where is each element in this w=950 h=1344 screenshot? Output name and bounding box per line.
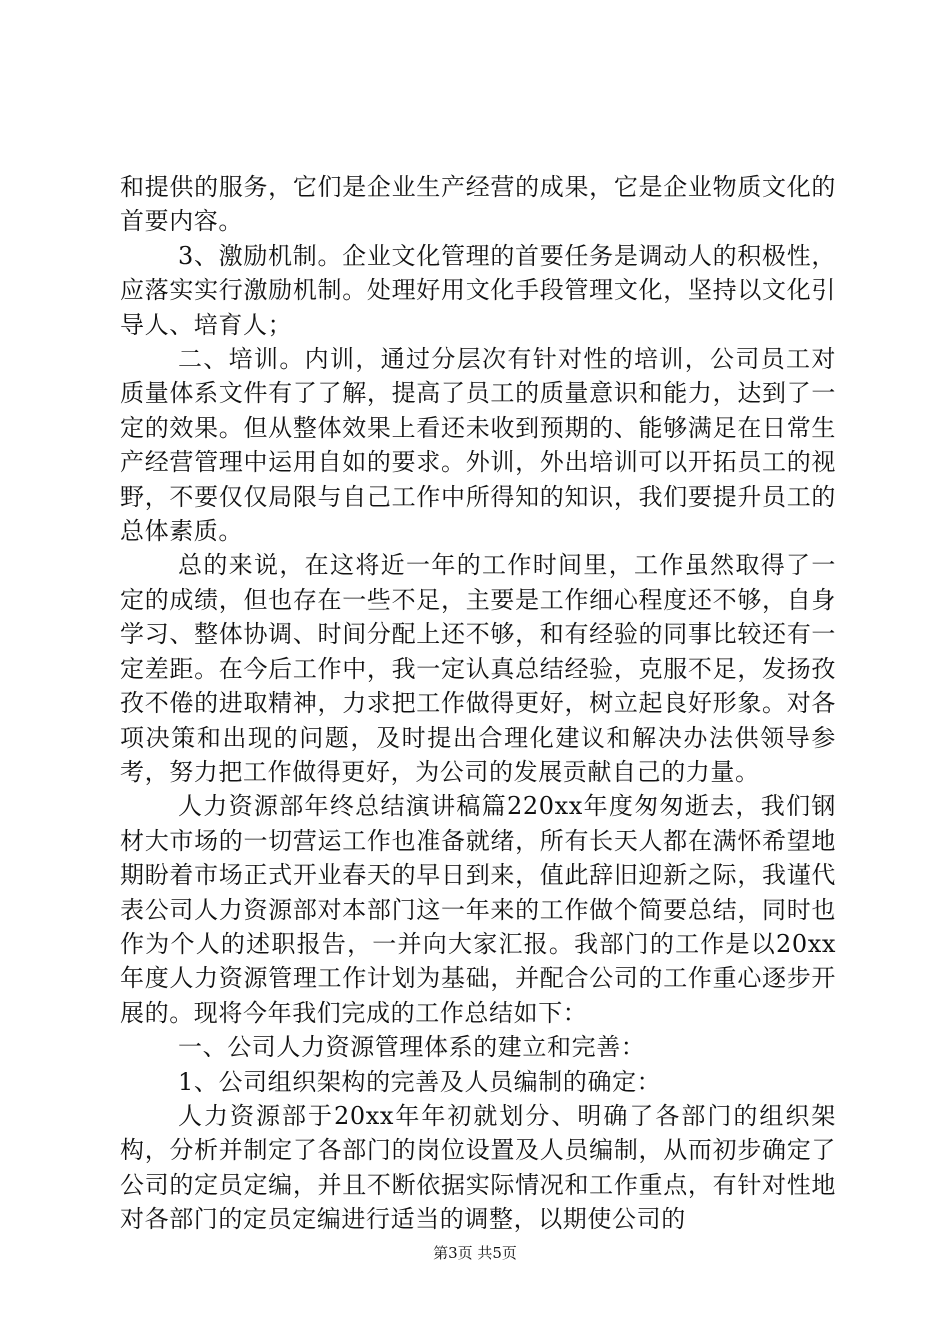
paragraph-1: 和提供的服务，它们是企业生产经营的成果，它是企业物质文化的首要内容。 xyxy=(120,173,836,236)
paragraph-7: 1、公司组织架构的完善及人员编制的确定： xyxy=(178,1067,662,1096)
paragraph-6: 一、公司人力资源管理体系的建立和完善： xyxy=(178,1033,646,1062)
page-number: 第3页 共5页 xyxy=(433,1244,517,1262)
document-body xyxy=(120,170,836,1237)
paragraph-8: 人力资源部于20xx年年初就划分、明确了各部门的组织架构，分析并制定了各部门的岗位设置及人员编制，从而初步确定了公司的定员定编，并且不断依据实际情况和工作重点，有针对性地对各部门的定员定编进行适当的调整，以期使公司的 xyxy=(120,1101,836,1234)
paragraph-4: 总的来说，在这将近一年的工作时间里，工作虽然取得了一定的成绩，但也存在一些不足，主要是工作细心程度还不够，自身学习、整体协调、时间分配上还不够，和有经验的同事比较还有一定差距。在今后工作中，我一定认真总结经验，克服不足，发扬孜孜不倦的进取精神，力求把工作做得更好，树立起良好形象。对各项决策和出现的问题，及时提出合理化建议和解决办法供领导参考，努力把工作做得更好，为公司的发展贡献自己的力量。 xyxy=(120,551,836,786)
paragraph-2: 3、激励机制。企业文化管理的首要任务是调动人的积极性，应落实实行激励机制。处理好用文化手段管理文化，坚持以文化引导人、培育人； xyxy=(120,241,836,339)
paragraph-5: 人力资源部年终总结演讲稿篇220xx年度匆匆逝去，我们钢材大市场的一切营运工作也准备就绪，所有长天人都在满怀希望地期盼着市场正式开业春天的早日到来，值此辞旧迎新之际，我谨代表公司人力资源部对本部门这一年来的工作做个简要总结，同时也作为个人的述职报告，一并向大家汇报。我部门的工作是以20xx年度人力资源管理工作计划为基础，并配合公司的工作重心逐步开展的。现将今年我们完成的工作总结如下： xyxy=(120,792,836,1027)
paragraph-3: 二、培训。内训，通过分层次有针对性的培训，公司员工对质量体系文件有了了解，提高了员工的质量意识和能力，达到了一定的效果。但从整体效果上看还未收到预期的、能够满足在日常生产经营管理中运用自如的要求。外训，外出培训可以开拓员工的视野，不要仅仅局限与自己工作中所得知的知识，我们要提升员工的总体素质。 xyxy=(120,345,836,546)
page-footer xyxy=(0,1243,950,1263)
